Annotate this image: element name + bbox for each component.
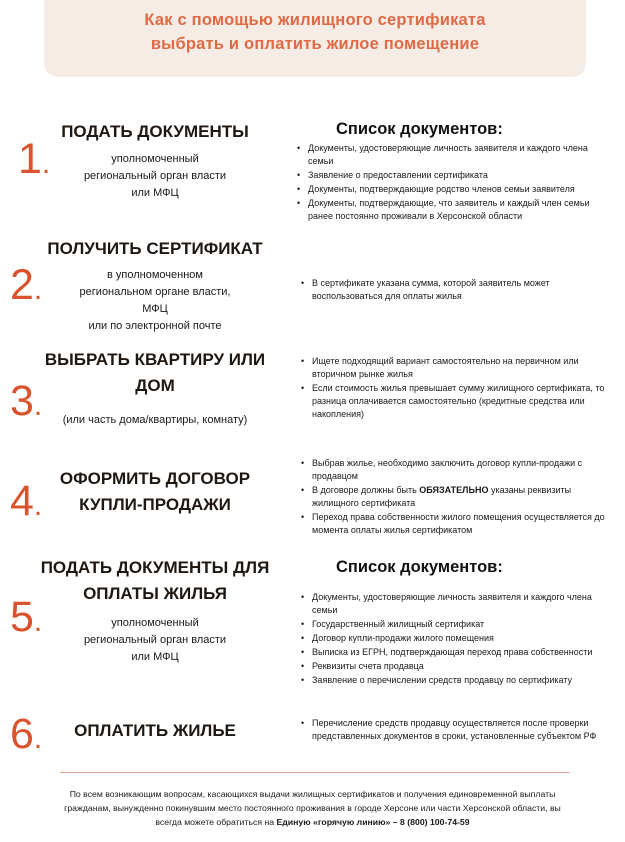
list-item: • Документы, подтверждающие, что заявитель и каждый член семьи ранее постоянно проживали в Херсонской области [296,197,606,223]
step-3-number: 3. [10,377,43,425]
list-item: • Выписка из ЕГРН, подтверждающая переход права собственности [300,646,605,659]
list-item: • Государственный жилищный сертификат [300,618,605,631]
step-2-number: 2. [10,261,43,309]
list-item: • Договор купли-продажи жилого помещения [300,632,605,645]
step-2-title: ПОЛУЧИТЬ СЕРТИФИКАТ [47,239,263,258]
step-4-title: ОФОРМИТЬ ДОГОВОР КУПЛИ-ПРОДАЖИ [59,469,251,514]
step-5-list-title: Список документов: [336,558,503,576]
hotline-phone: Единую «горячую линию» – 8 (800) 100-74-59 [276,817,470,827]
list-item: • Ищете подходящий вариант самостоятельно на первичном или вторичном рынке жилья [300,355,605,381]
list-item: • Если стоимость жилья превышает сумму жилищного сертификата, то разница оплачивается самостоятельно (кредитные средства или накопления) [300,382,605,421]
list-item: • В договоре должны быть ОБЯЗАТЕЛЬНО указаны реквизиты жилищного сертификата [300,484,605,510]
step-1-list-title: Список документов: [336,120,503,138]
step-1-number: 1. [18,135,51,183]
step-6-number: 6. [10,710,43,758]
step-4-number: 4. [10,477,43,525]
footer-divider [60,772,570,773]
list-item: • Заявление о предоставлении сертификата [296,169,606,182]
step-1-title: ПОДАТЬ ДОКУМЕНТЫ [61,122,249,141]
header-title-line1: Как с помощью жилищного сертификата [144,11,486,29]
step-5-number: 5. [10,593,43,641]
step-5-title: ПОДАТЬ ДОКУМЕНТЫ ДЛЯ ОПЛАТЫ ЖИЛЬЯ [40,558,270,603]
list-item: • Документы, удостоверяющие личность заявителя и каждого члена семьи [296,142,606,168]
step-3-subtitle: (или часть дома/квартиры, комнату) [62,414,248,426]
step-6-title: ОПЛАТИТЬ ЖИЛЬЕ [74,721,236,740]
list-item: • Документы, удостоверяющие личность заявителя и каждого члена семьи [300,591,605,617]
header-banner [44,0,586,77]
step-5-subtitle: уполномоченный региональный орган власти или МФЦ [83,617,227,663]
step-1-bullets [296,142,606,224]
step-2-bullets [300,277,600,304]
step-1-subtitle: уполномоченный региональный орган власти или МФЦ [83,153,227,199]
step-5-bullets [300,591,605,688]
list-item: • Выбрав жилье, необходимо заключить договор купли-продажи с продавцом [300,457,605,483]
step-6-bullets [300,717,610,744]
step-4-bullets [300,457,605,538]
list-item: • Переход права собственности жилого помещения осуществляется до момента оплаты жилья сертификатом [300,511,605,537]
step-3-bullets [300,355,605,422]
list-item: • Реквизиты счета продавца [300,660,605,673]
footer-note: По всем возникающим вопросам, касающихся выдачи жилищных сертификатов и получения единовременной выплаты гражданам, вынужденно покинувшим место постоянного проживания в городе Херсоне или части Херсонской области, вы всегда можете обратиться на Единую «горячую линию» – 8 (800) 100-74-59 [64,789,561,827]
list-item: • В сертификате указана сумма, которой заявитель может воспользоваться для оплаты жилья [300,277,600,303]
header-title-line2: выбрать и оплатить жилое помещение [150,35,480,53]
list-item: • Документы, подтверждающие родство членов семьи заявителя [296,183,606,196]
step-2-subtitle: в уполномоченном региональном органе власти, МФЦ или по электронной почте [79,269,231,332]
list-item: • Перечисление средств продавцу осуществляется после проверки представленных документов в сроки, установленные субъектом РФ [300,717,610,743]
list-item: • Заявление о перечислении средств продавцу по сертификату [300,674,605,687]
step-3-title: ВЫБРАТЬ КВАРТИРУ ИЛИ ДОМ [44,350,266,395]
